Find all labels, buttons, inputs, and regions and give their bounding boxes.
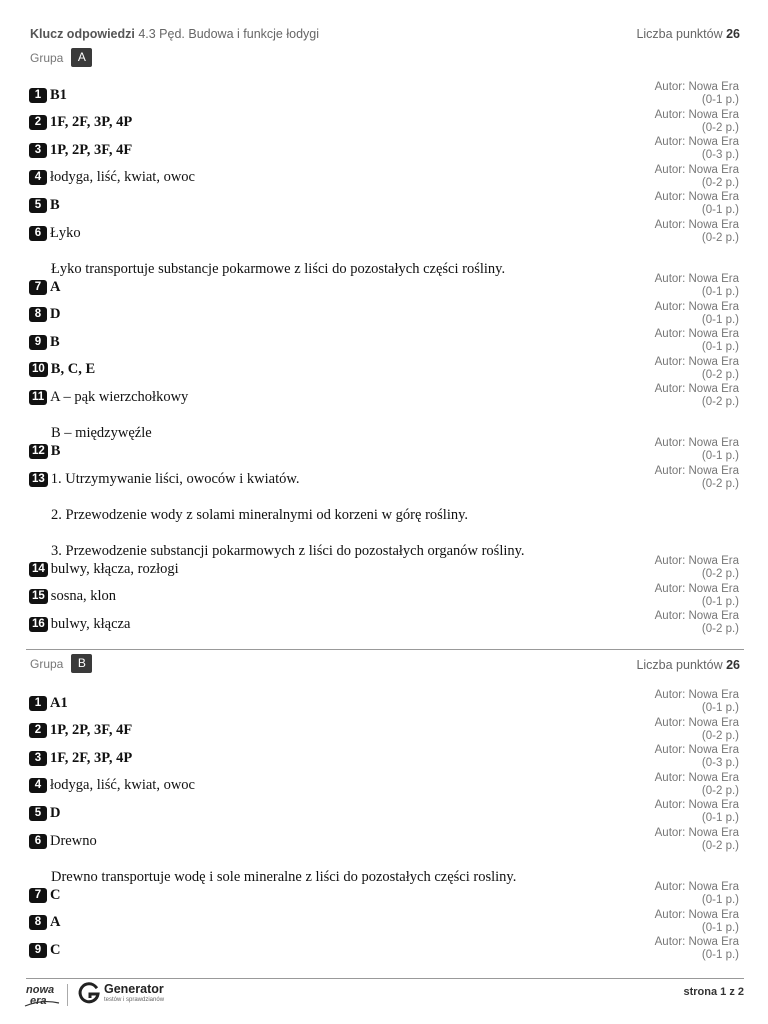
answer-author: Autor: Nowa Era <box>654 81 739 93</box>
answer-row <box>29 805 60 821</box>
answer-text: 1F, 2F, 3P, 4P <box>50 114 133 131</box>
answer-text: bulwy, kłącza <box>50 615 131 632</box>
answer-author: Autor: Nowa Era <box>654 689 739 701</box>
answer-text: Drewno <box>50 832 97 849</box>
answer-row <box>29 589 116 605</box>
footer-divider-line <box>26 978 744 979</box>
answer-meta <box>655 383 739 409</box>
group-divider <box>26 649 744 650</box>
generator-g-icon <box>77 981 101 1005</box>
answer-row <box>29 915 60 931</box>
answer-row <box>29 750 132 766</box>
answer-text: 1F, 2F, 3P, 4P <box>50 749 133 766</box>
question-number-badge: 10 <box>29 362 48 377</box>
answer-author: Autor: Nowa Era <box>654 136 739 149</box>
answer-author: Autor: Nowa Era <box>654 908 739 921</box>
group-badge: A <box>71 48 92 67</box>
answer-text: B <box>50 333 60 350</box>
question-number-badge: 7 <box>29 888 47 903</box>
question-number-badge: 6 <box>29 834 47 849</box>
answer-author: Autor: Nowa Era <box>654 610 739 623</box>
question-number-badge: 13 <box>29 472 48 487</box>
answer-meta <box>655 827 739 853</box>
answer-points: (0-2 p.) <box>701 121 739 134</box>
answer-author: Autor: Nowa Era <box>654 219 739 231</box>
answer-text: B, C, E <box>50 361 96 378</box>
answer-points: (0-1 p.) <box>701 94 739 106</box>
answer-points: (0-2 p.) <box>701 729 739 742</box>
answer-row <box>29 887 60 903</box>
group-label: Grupa <box>30 50 64 65</box>
group-points-value: 26 <box>726 658 740 672</box>
answer-row <box>29 942 60 958</box>
question-number-badge: 16 <box>29 617 48 632</box>
answer-meta <box>655 301 739 327</box>
answer-text: 1P, 2P, 3F, 4F <box>50 141 133 158</box>
answer-row <box>29 778 195 794</box>
generator-subtitle: testów i sprawdzianów <box>104 996 165 1003</box>
answer-row <box>29 197 60 213</box>
answer-text: A <box>50 914 61 931</box>
answer-author: Autor: Nowa Era <box>654 555 739 567</box>
answer-author: Autor: Nowa Era <box>654 771 739 784</box>
answer-meta <box>655 936 739 962</box>
question-number-badge: 2 <box>29 115 47 130</box>
question-number-badge: 1 <box>29 696 47 711</box>
answer-points: (0-1 p.) <box>701 595 739 608</box>
group-label-row <box>30 654 92 673</box>
answer-meta <box>655 689 739 715</box>
answer-meta <box>655 136 739 162</box>
answer-author: Autor: Nowa Era <box>654 936 739 949</box>
answer-row <box>29 443 60 459</box>
answer-author: Autor: Nowa Era <box>654 108 739 121</box>
question-number-badge: 12 <box>29 444 48 459</box>
answer-meta <box>655 881 739 907</box>
answer-row <box>29 561 179 577</box>
footer-logo-divider <box>67 984 68 1006</box>
answer-points: (0-3 p.) <box>701 757 739 770</box>
answer-text: 1P, 2P, 3F, 4F <box>50 722 133 739</box>
answer-author: Autor: Nowa Era <box>654 163 739 176</box>
answer-text: A <box>50 278 61 295</box>
answer-points: (0-1 p.) <box>701 286 739 298</box>
answer-meta <box>655 219 739 245</box>
answer-meta <box>655 610 739 636</box>
answer-author: Autor: Nowa Era <box>654 383 739 396</box>
answer-text: B <box>50 442 61 459</box>
total-points-label: Liczba punktów <box>636 27 727 41</box>
answer-text: C <box>50 886 61 903</box>
answer-meta <box>655 744 739 770</box>
answer-author: Autor: Nowa Era <box>654 582 739 595</box>
document-title-rest: 4.3 Pęd. Budowa i funkcje łodygi <box>134 27 320 41</box>
answer-explanation: Drewno transportuje wodę i sole mineralne z liści do pozostałych części rosliny. <box>51 869 517 885</box>
group-badge: B <box>71 654 92 673</box>
answer-meta <box>655 717 739 743</box>
answer-author: Autor: Nowa Era <box>654 827 739 839</box>
answer-text: łodyga, liść, kwiat, owoc <box>50 777 195 794</box>
answer-points: (0-1 p.) <box>701 204 739 217</box>
answer-points: (0-1 p.) <box>701 341 739 354</box>
answer-points: (0-2 p.) <box>701 232 739 244</box>
group-label-row <box>30 48 92 67</box>
answer-row <box>29 225 81 241</box>
answer-explanation: 2. Przewodzenie wody z solami mineralnymi od korzeni w górę rośliny. <box>51 507 469 523</box>
answer-points: (0-2 p.) <box>701 784 739 797</box>
nowa-era-logo-era: era <box>30 995 47 1007</box>
answer-row <box>29 833 97 849</box>
question-number-badge: 7 <box>29 280 47 295</box>
answer-meta <box>655 191 739 217</box>
answer-author: Autor: Nowa Era <box>654 191 739 204</box>
group-label: Grupa <box>30 656 64 671</box>
answer-points: (0-1 p.) <box>701 313 739 326</box>
answer-row <box>29 279 60 295</box>
answer-author: Autor: Nowa Era <box>654 881 739 893</box>
answer-row <box>29 362 95 378</box>
answer-row <box>29 87 67 103</box>
question-number-badge: 8 <box>29 915 47 930</box>
answer-author: Autor: Nowa Era <box>654 437 739 450</box>
answer-points: (0-1 p.) <box>701 812 739 825</box>
question-number-badge: 4 <box>29 778 47 793</box>
answer-author: Autor: Nowa Era <box>654 799 739 812</box>
answer-points: (0-2 p.) <box>701 568 739 580</box>
answer-points: (0-2 p.) <box>701 478 739 490</box>
question-number-badge: 2 <box>29 723 47 738</box>
answer-meta <box>655 273 739 299</box>
answer-text: A – pąk wierzchołkowy <box>50 388 189 405</box>
question-number-badge: 4 <box>29 170 47 185</box>
answer-text: łodyga, liść, kwiat, owoc <box>50 169 195 186</box>
question-number-badge: 9 <box>29 335 47 350</box>
answer-meta <box>655 81 739 107</box>
question-number-badge: 3 <box>29 143 47 158</box>
document-title-bold: Klucz odpowiedzi <box>30 27 135 41</box>
question-number-badge: 5 <box>29 198 47 213</box>
answer-meta <box>655 328 739 354</box>
group-points-label: Liczba punktów <box>636 658 727 672</box>
answer-row <box>29 616 130 632</box>
answer-points: (0-1 p.) <box>701 702 739 714</box>
answer-meta <box>655 909 739 935</box>
answer-points: (0-1 p.) <box>701 921 739 934</box>
question-number-badge: 6 <box>29 226 47 241</box>
answer-points: (0-1 p.) <box>701 894 739 906</box>
document-header <box>30 27 740 41</box>
question-number-badge: 15 <box>29 589 48 604</box>
answer-points: (0-2 p.) <box>701 176 739 189</box>
answer-row <box>29 389 188 405</box>
answer-text: sosna, klon <box>50 588 117 605</box>
answer-meta <box>655 164 739 190</box>
answer-text: D <box>50 306 61 323</box>
question-number-badge: 14 <box>29 562 48 577</box>
answer-points: (0-3 p.) <box>701 149 739 162</box>
answer-row <box>29 142 132 158</box>
answer-author: Autor: Nowa Era <box>654 328 739 341</box>
answer-author: Autor: Nowa Era <box>654 744 739 757</box>
answer-meta <box>655 583 739 609</box>
total-points-value: 26 <box>726 27 740 41</box>
answer-author: Autor: Nowa Era <box>654 355 739 368</box>
answer-text: A1 <box>50 694 68 711</box>
answer-text: 1. Utrzymywanie liści, owoców i kwiatów. <box>50 470 300 487</box>
answer-row <box>29 115 132 131</box>
answer-points: (0-1 p.) <box>701 450 739 463</box>
answer-author: Autor: Nowa Era <box>654 716 739 729</box>
answer-explanation: Łyko transportuje substancje pokarmowe z liści do pozostałych części rośliny. <box>51 261 506 277</box>
answer-row <box>29 307 60 323</box>
answer-row <box>29 170 195 186</box>
answer-author: Autor: Nowa Era <box>654 300 739 313</box>
answer-meta <box>655 555 739 581</box>
nowa-era-logo-nowa: nowa <box>26 984 55 996</box>
question-number-badge: 1 <box>29 88 47 103</box>
answer-row <box>29 695 68 711</box>
generator-title: Generator <box>104 981 164 996</box>
question-number-badge: 5 <box>29 806 47 821</box>
answer-meta <box>655 109 739 135</box>
answer-meta <box>655 356 739 382</box>
answer-meta <box>655 437 739 463</box>
group-points <box>636 658 740 672</box>
answer-author: Autor: Nowa Era <box>654 273 739 285</box>
answer-explanation: 3. Przewodzenie substancji pokarmowych z liści do pozostałych organów rośliny. <box>51 543 525 559</box>
answer-points: (0-1 p.) <box>701 949 739 962</box>
total-points <box>636 27 740 41</box>
answer-points: (0-2 p.) <box>701 368 739 381</box>
question-number-badge: 8 <box>29 307 47 322</box>
page-number: strona 1 z 2 <box>683 986 744 998</box>
answer-row <box>29 334 60 350</box>
answer-text: B1 <box>50 86 67 103</box>
generator-logo <box>77 981 164 1005</box>
question-number-badge: 3 <box>29 751 47 766</box>
answer-text: Łyko <box>50 224 81 241</box>
answer-text: D <box>50 804 61 821</box>
answer-points: (0-2 p.) <box>701 623 739 636</box>
answer-points: (0-2 p.) <box>701 840 739 852</box>
nowa-era-logo <box>24 982 60 1008</box>
answer-text: B <box>50 196 60 213</box>
answer-meta <box>655 772 739 798</box>
answer-points: (0-2 p.) <box>701 396 739 409</box>
answer-text: bulwy, kłącza, rozłogi <box>50 560 179 577</box>
answer-row <box>29 723 132 739</box>
question-number-badge: 11 <box>29 390 47 405</box>
answer-author: Autor: Nowa Era <box>654 465 739 477</box>
answer-meta <box>655 465 739 491</box>
answer-meta <box>655 799 739 825</box>
answer-row <box>29 471 300 487</box>
answer-explanation: B – międzywęźle <box>51 425 152 442</box>
question-number-badge: 9 <box>29 943 47 958</box>
answer-text: C <box>50 941 61 958</box>
